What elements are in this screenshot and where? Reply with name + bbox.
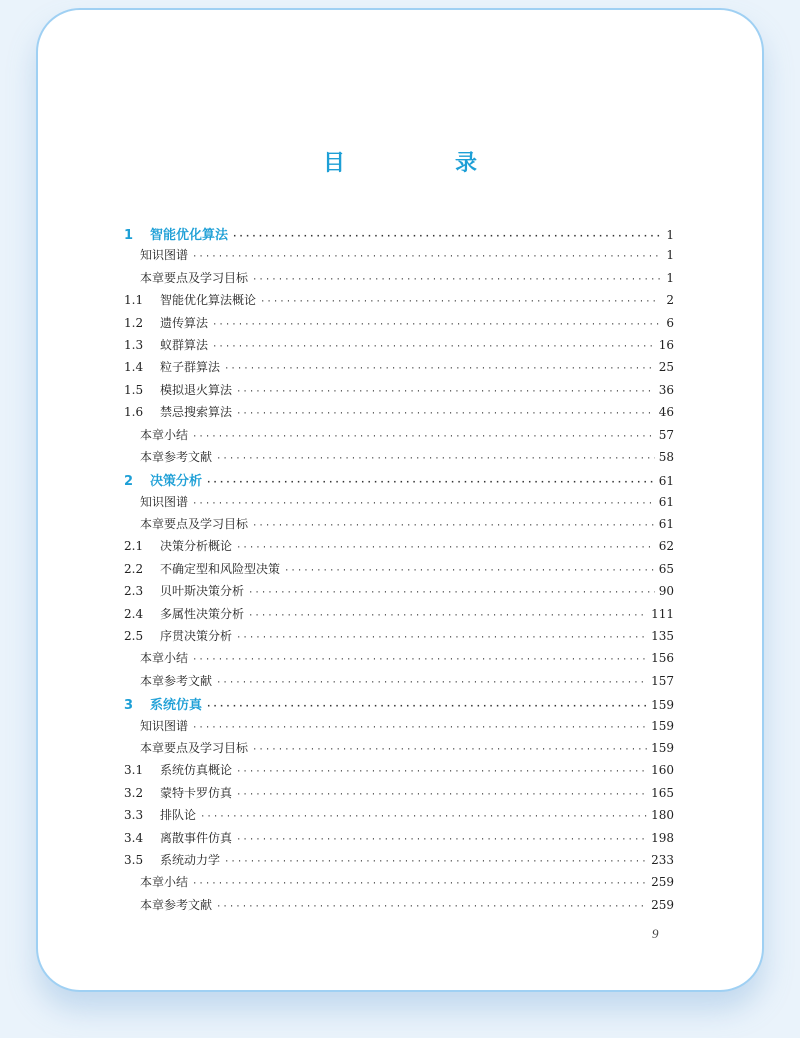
toc-entry-title: 贝叶斯决策分析 xyxy=(160,584,245,599)
toc-entry-title: 知识图谱 xyxy=(140,718,189,733)
toc-subsection-entry[interactable] xyxy=(124,672,674,694)
toc-leader-dots xyxy=(224,857,647,867)
toc-subsection-entry[interactable] xyxy=(124,649,674,671)
toc-chapter-entry[interactable] xyxy=(124,224,674,246)
toc-entry-number: 1.6 xyxy=(124,405,144,420)
toc-entry-number: 2 xyxy=(124,474,134,490)
toc-entry-title: 粒子群算法 xyxy=(160,360,221,375)
toc-leader-dots xyxy=(216,678,647,688)
toc-entry-page: 46 xyxy=(658,405,674,420)
toc-leader-dots xyxy=(206,702,647,712)
toc-leader-dots xyxy=(236,543,655,553)
toc-subsection-entry[interactable] xyxy=(124,717,674,739)
toc-entry-number: 2.2 xyxy=(124,561,144,576)
toc-entry-page: 1 xyxy=(666,248,674,263)
toc-entry-number: 2.5 xyxy=(124,629,144,644)
toc-subsection-entry[interactable] xyxy=(124,269,674,291)
toc-leader-dots xyxy=(192,879,647,889)
toc-entry-page: 160 xyxy=(651,763,674,778)
toc-entry-page: 61 xyxy=(658,494,674,509)
toc-entry-number: 1.1 xyxy=(124,293,144,308)
toc-section-entry[interactable] xyxy=(124,784,674,806)
toc-leader-dots xyxy=(248,611,647,621)
toc-entry-page: 90 xyxy=(658,584,674,599)
toc-leader-dots xyxy=(224,364,655,374)
toc-leader-dots xyxy=(248,588,655,598)
toc-section-entry[interactable] xyxy=(124,358,674,380)
toc-entry-title: 蚁群算法 xyxy=(160,337,209,352)
toc-subsection-entry[interactable] xyxy=(124,426,674,448)
toc-entry-page: 157 xyxy=(651,673,674,688)
toc-entry-title: 决策分析 xyxy=(150,474,203,490)
toc-section-entry[interactable] xyxy=(124,336,674,358)
toc-entry-number: 2.3 xyxy=(124,584,144,599)
toc-entry-page: 1 xyxy=(666,270,674,285)
toc-entry-title: 禁忌搜索算法 xyxy=(160,405,233,420)
toc-entry-title: 本章参考文献 xyxy=(140,673,213,688)
toc-leader-dots xyxy=(192,723,647,733)
toc-entry-page: 62 xyxy=(658,539,674,554)
toc-entry-page: 58 xyxy=(658,449,674,464)
toc-entry-page: 2 xyxy=(666,293,674,308)
toc-subsection-entry[interactable] xyxy=(124,896,674,918)
toc-entry-title: 系统动力学 xyxy=(160,852,221,867)
toc-entry-number: 1.3 xyxy=(124,337,144,352)
toc-entry-page: 156 xyxy=(651,651,674,666)
toc-entry-number: 3.3 xyxy=(124,808,144,823)
toc-entry-page: 6 xyxy=(666,315,674,330)
toc-leader-dots xyxy=(232,232,660,242)
toc-leader-dots xyxy=(192,499,655,509)
table-of-contents xyxy=(124,224,674,918)
toc-entry-page: 159 xyxy=(651,698,674,713)
toc-leader-dots xyxy=(284,566,655,576)
toc-leader-dots xyxy=(252,275,660,285)
toc-chapter-entry[interactable] xyxy=(124,470,674,492)
toc-entry-title: 序贯决策分析 xyxy=(160,629,233,644)
page-number: 9 xyxy=(652,926,659,941)
toc-entry-title: 系统仿真 xyxy=(150,698,203,714)
toc-entry-page: 36 xyxy=(658,382,674,397)
toc-entry-title: 决策分析概论 xyxy=(160,539,233,554)
toc-section-entry[interactable] xyxy=(124,582,674,604)
toc-section-entry[interactable] xyxy=(124,403,674,425)
toc-entry-title: 本章小结 xyxy=(140,651,189,666)
toc-entry-page: 233 xyxy=(651,852,674,867)
toc-leader-dots xyxy=(236,767,647,777)
toc-entry-title: 蒙特卡罗仿真 xyxy=(160,785,233,800)
toc-entry-title: 遗传算法 xyxy=(160,315,209,330)
toc-entry-title: 系统仿真概论 xyxy=(160,763,233,778)
toc-entry-title: 本章参考文献 xyxy=(140,897,213,912)
toc-leader-dots xyxy=(236,790,647,800)
toc-entry-number: 1.4 xyxy=(124,360,144,375)
toc-entry-title: 本章小结 xyxy=(140,427,189,442)
toc-entry-page: 25 xyxy=(658,360,674,375)
toc-section-entry[interactable] xyxy=(124,537,674,559)
toc-entry-page: 111 xyxy=(651,606,674,621)
toc-entry-number: 2.4 xyxy=(124,606,144,621)
toc-leader-dots xyxy=(192,252,660,262)
toc-entry-page: 159 xyxy=(651,718,674,733)
toc-section-entry[interactable] xyxy=(124,829,674,851)
toc-leader-dots xyxy=(260,297,660,307)
toc-entry-title: 不确定型和风险型决策 xyxy=(160,561,281,576)
toc-leader-dots xyxy=(192,432,655,442)
toc-section-entry[interactable] xyxy=(124,560,674,582)
toc-subsection-entry[interactable] xyxy=(124,873,674,895)
toc-section-entry[interactable] xyxy=(124,605,674,627)
toc-subsection-entry[interactable] xyxy=(124,448,674,470)
page-title: 目 录 xyxy=(322,151,521,176)
toc-entry-page: 165 xyxy=(651,785,674,800)
toc-leader-dots xyxy=(192,655,647,665)
toc-leader-dots xyxy=(252,521,655,531)
toc-leader-dots xyxy=(236,633,647,643)
toc-entry-page: 135 xyxy=(651,629,674,644)
toc-entry-page: 61 xyxy=(658,474,674,489)
toc-entry-title: 离散事件仿真 xyxy=(160,830,233,845)
toc-entry-page: 180 xyxy=(651,808,674,823)
toc-entry-number: 1 xyxy=(124,228,134,243)
toc-entry-page: 57 xyxy=(658,427,674,442)
toc-entry-number: 3.5 xyxy=(124,852,144,867)
toc-section-entry[interactable] xyxy=(124,761,674,783)
toc-entry-page: 1 xyxy=(666,228,674,242)
toc-entry-title: 本章要点及学习目标 xyxy=(140,740,249,755)
toc-leader-dots xyxy=(236,835,647,845)
toc-entry-title: 本章要点及学习目标 xyxy=(140,270,249,285)
toc-entry-title: 多属性决策分析 xyxy=(160,606,245,621)
toc-entry-title: 模拟退火算法 xyxy=(160,382,233,397)
toc-entry-title: 智能优化算法 xyxy=(150,228,229,243)
toc-section-entry[interactable] xyxy=(124,806,674,828)
toc-subsection-entry[interactable] xyxy=(124,739,674,761)
toc-entry-number: 3 xyxy=(124,698,134,714)
toc-entry-number: 1.5 xyxy=(124,382,144,397)
toc-entry-number: 3.4 xyxy=(124,830,144,845)
toc-leader-dots xyxy=(216,454,655,464)
toc-leader-dots xyxy=(236,409,655,419)
toc-entry-page: 259 xyxy=(651,897,674,912)
toc-entry-title: 本章小结 xyxy=(140,875,189,890)
toc-entry-title: 排队论 xyxy=(160,808,197,823)
toc-leader-dots xyxy=(212,342,655,352)
toc-entry-title: 本章参考文献 xyxy=(140,449,213,464)
toc-subsection-entry[interactable] xyxy=(124,515,674,537)
toc-entry-number: 1.2 xyxy=(124,315,144,330)
toc-leader-dots xyxy=(200,812,647,822)
toc-leader-dots xyxy=(236,387,655,397)
toc-entry-page: 198 xyxy=(651,830,674,845)
toc-leader-dots xyxy=(206,478,655,488)
toc-section-entry[interactable] xyxy=(124,291,674,313)
toc-entry-title: 本章要点及学习目标 xyxy=(140,517,249,532)
toc-entry-title: 知识图谱 xyxy=(140,494,189,509)
toc-entry-number: 3.1 xyxy=(124,763,144,778)
toc-leader-dots xyxy=(212,320,660,330)
toc-subsection-entry[interactable] xyxy=(124,246,674,268)
toc-leader-dots xyxy=(216,902,647,912)
toc-entry-title: 智能优化算法概论 xyxy=(160,293,257,308)
toc-entry-page: 159 xyxy=(651,740,674,755)
toc-subsection-entry[interactable] xyxy=(124,493,674,515)
toc-section-entry[interactable] xyxy=(124,314,674,336)
toc-section-entry[interactable] xyxy=(124,627,674,649)
toc-entry-page: 61 xyxy=(658,517,674,532)
toc-entry-number: 2.1 xyxy=(124,539,144,554)
toc-entry-number: 3.2 xyxy=(124,785,144,800)
toc-entry-title: 知识图谱 xyxy=(140,248,189,263)
toc-section-entry[interactable] xyxy=(124,381,674,403)
toc-entry-page: 65 xyxy=(658,561,674,576)
toc-chapter-entry[interactable] xyxy=(124,694,674,716)
toc-entry-page: 16 xyxy=(658,337,674,352)
toc-entry-page: 259 xyxy=(651,875,674,890)
toc-section-entry[interactable] xyxy=(124,851,674,873)
toc-leader-dots xyxy=(252,745,647,755)
